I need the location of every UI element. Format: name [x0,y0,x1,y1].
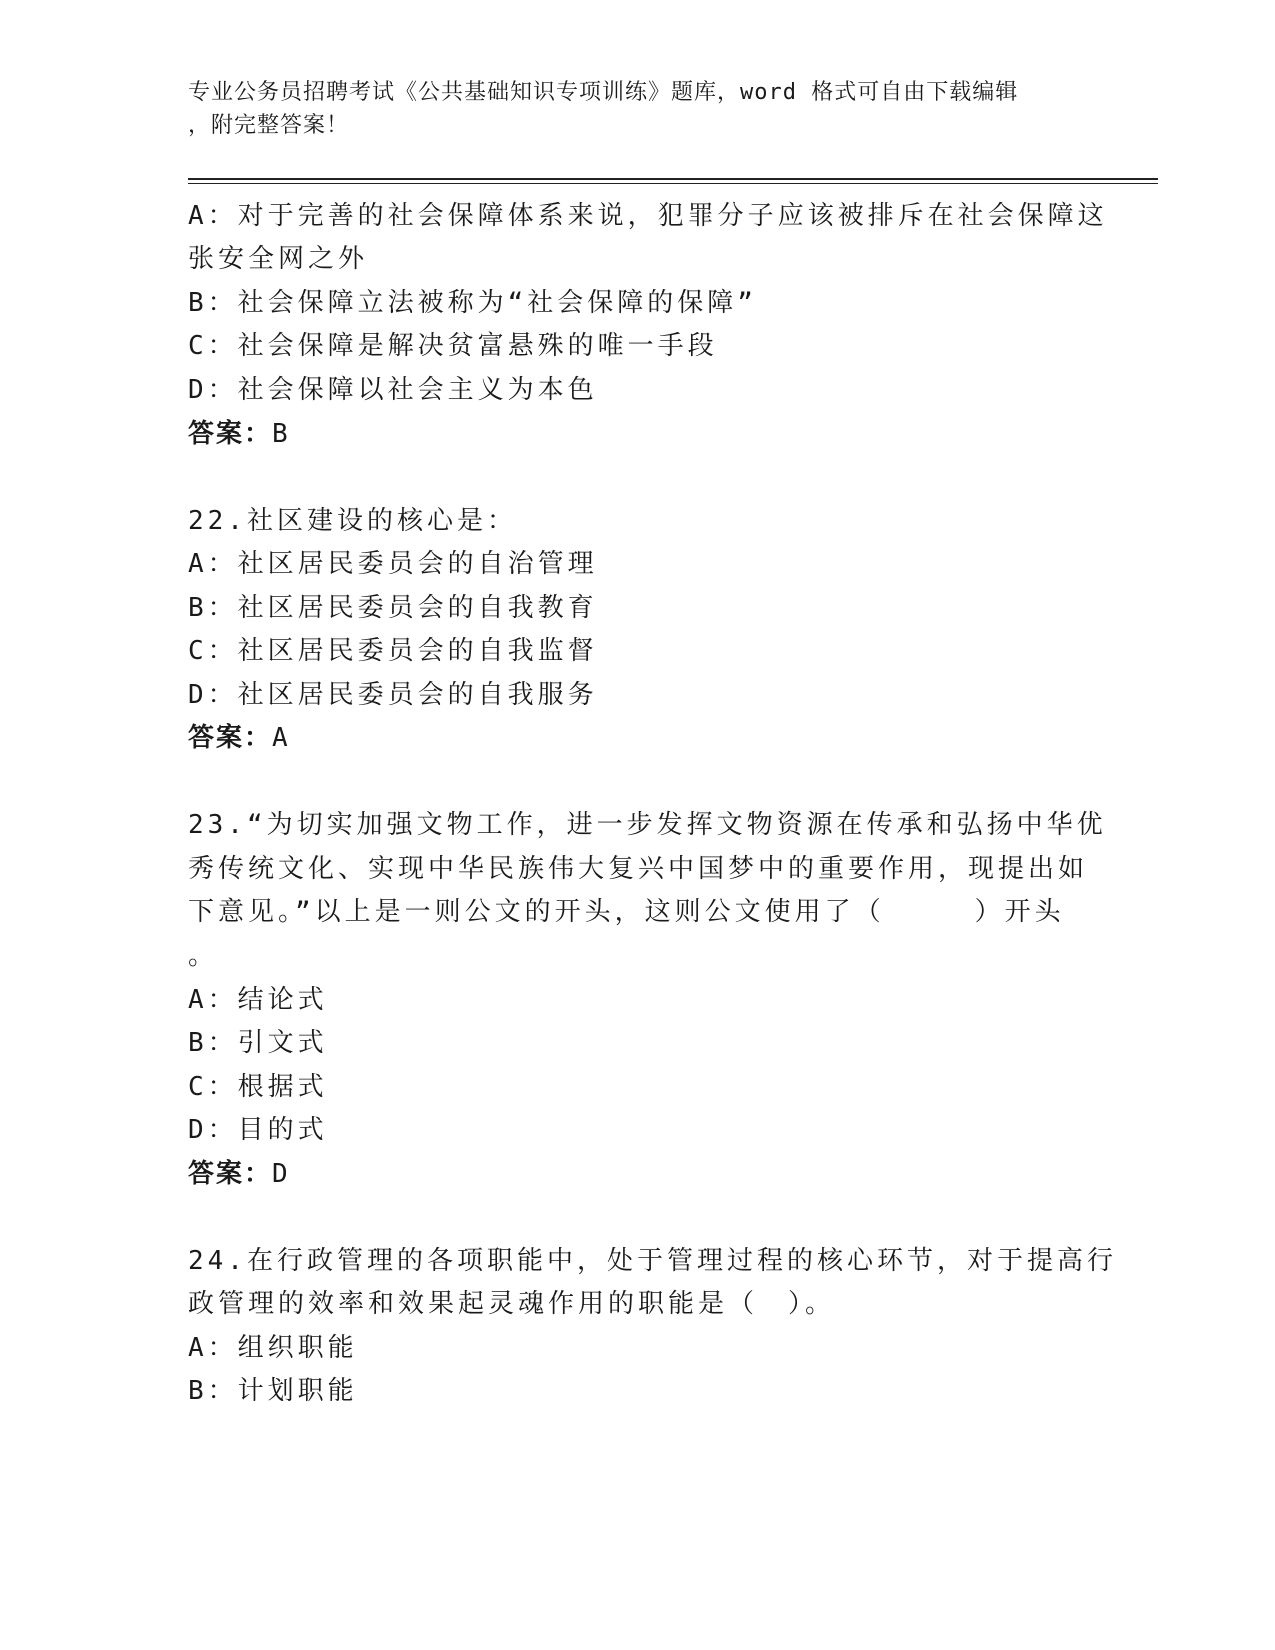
q23-answer [188,1158,290,1190]
q23-stem-line-4: 。 [188,941,219,971]
answer-label: 答案： [188,419,273,449]
q23-stem-line-3: 下意见。”以上是一则公文的开头，这则公文使用了（ ）开头 [188,897,1065,927]
q23-option-c: C：根据式 [188,1072,328,1102]
q23-option-b: B：引文式 [188,1028,328,1058]
answer-label: 答案： [188,723,273,753]
q22-option-d: D：社区居民委员会的自我服务 [188,680,598,710]
answer-value: B [272,419,290,449]
q23-stem-line-2: 秀传统文化、实现中华民族伟大复兴中国梦中的重要作用，现提出如 [188,854,1089,884]
q22-option-b: B：社区居民委员会的自我教育 [188,593,598,623]
q21-option-c: C：社会保障是解决贫富悬殊的唯一手段 [188,331,718,361]
q21-answer [188,418,290,450]
answer-label: 答案： [188,1159,273,1189]
q22-answer [188,722,290,754]
q24-option-b: B：计划职能 [188,1376,358,1406]
q23-stem-line-1: 23.“为切实加强文物工作，进一步发挥文物资源在传承和弘扬中华优 [188,810,1107,840]
q21-option-d: D：社会保障以社会主义为本色 [188,375,598,405]
q23-option-a: A：结论式 [188,985,328,1015]
q22-option-a: A：社区居民委员会的自治管理 [188,549,598,579]
header-rule-thin [188,183,1158,184]
q21-option-a-line-1: A：对于完善的社会保障体系来说，犯罪分子应该被排斥在社会保障这 [188,201,1108,231]
q24-option-a: A：组织职能 [188,1333,358,1363]
header-line-1: 专业公务员招聘考试《公共基础知识专项训练》题库，word 格式可自由下载编辑 [188,80,1019,105]
document-header [188,76,1068,142]
q22-option-c: C：社区居民委员会的自我监督 [188,636,598,666]
q24-stem-line-2: 政管理的效率和效果起灵魂作用的职能是（ ）。 [188,1289,836,1319]
q23-option-d: D：目的式 [188,1115,328,1145]
answer-value: A [272,723,290,753]
q21-option-a-line-2: 张安全网之外 [188,244,369,274]
q24-stem-line-1: 24.在行政管理的各项职能中，处于管理过程的核心环节，对于提高行 [188,1246,1117,1276]
answer-value: D [272,1159,290,1189]
q22-stem: 22.社区建设的核心是： [188,506,517,536]
header-line-2: ，附完整答案！ [188,113,350,138]
q21-option-b: B：社会保障立法被称为“社会保障的保障” [188,288,757,318]
header-rule-thick [188,178,1158,180]
